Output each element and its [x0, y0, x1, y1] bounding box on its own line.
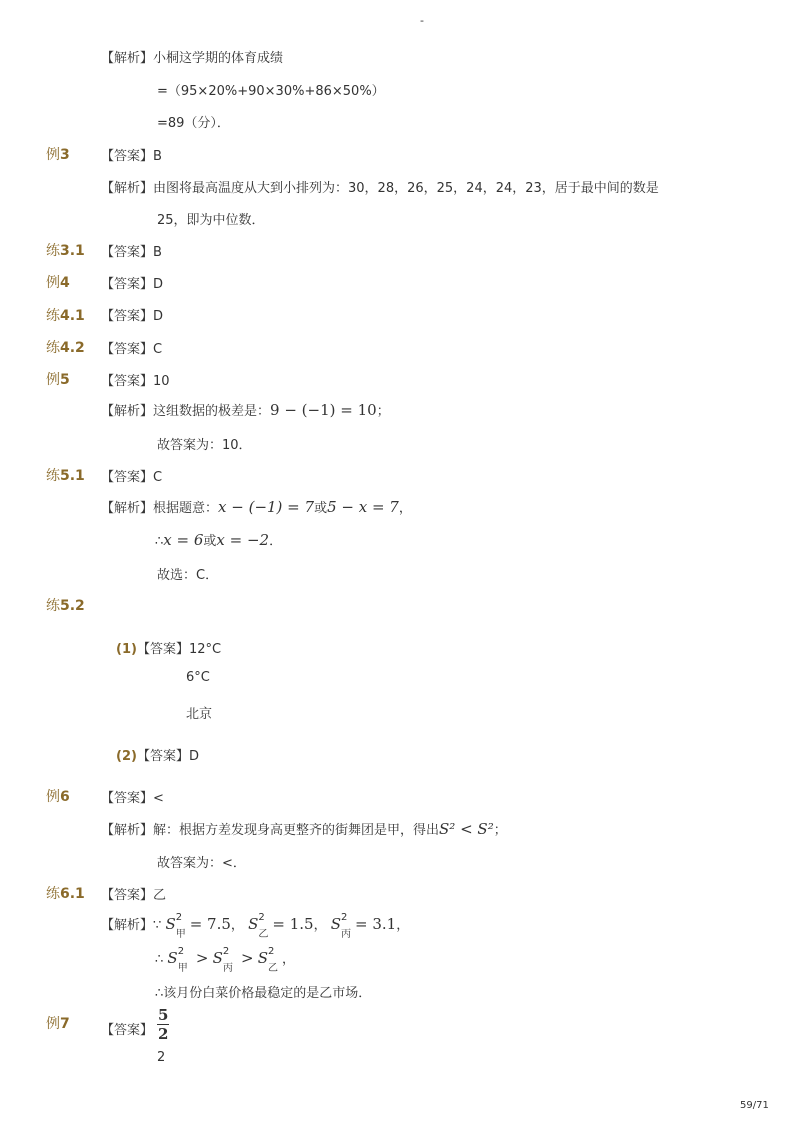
fraction: $\frac{5}{2}$	[157, 1006, 169, 1043]
practice-6-1-answer: 【答案】乙	[101, 888, 167, 903]
practice-5-1-analysis: 【解析】根据题意：x − (−1) = 7或5 − x = 7，	[101, 498, 412, 516]
practice-4-1-label: 练4.1	[46, 308, 85, 324]
practice-5-1-line2: ∴x = 6或x = −2．	[155, 531, 283, 549]
practice-4-1-answer: 【答案】D	[101, 309, 164, 324]
example-3-label: 例3	[46, 147, 70, 163]
practice-4-2-label: 练4.2	[46, 340, 85, 356]
example-3-analysis: 【解析】由图将最高温度从大到小排列为：30，28，26，25，24，24，23，居于最中间的数是	[101, 181, 659, 196]
example-3-analysis-line2: 25，即为中位数．	[157, 213, 265, 228]
math-expression: 5 − x = 7	[327, 498, 399, 516]
example-6-label: 例6	[46, 789, 70, 805]
example-5-answer: 【答案】10	[101, 374, 170, 389]
example-4-answer: 【答案】D	[101, 277, 164, 292]
example-4-label: 例4	[46, 275, 70, 291]
practice-5-2-label: 练5.2	[46, 598, 85, 614]
practice-5-1-line3: 故选：C．	[157, 568, 219, 583]
analysis-line: =（95×20%+90×30%+86×50%）	[157, 84, 385, 99]
example-6-analysis: 【解析】解：根据方差发现身高更整齐的街舞团是甲，得出S² < S²；	[101, 820, 507, 838]
practice-5-2-sub1-line2: 6°C	[186, 670, 210, 685]
analysis-line: =89（分）．	[157, 116, 230, 131]
example-7-label: 例7	[46, 1016, 70, 1032]
analysis-tag: 【解析】	[101, 51, 154, 66]
sub1-answer: 12°C	[188, 642, 222, 657]
math-expression: x − (−1) = 7	[218, 498, 315, 516]
example-6-line2: 故答案为：<．	[157, 856, 246, 871]
practice-5-2-sub2: (2)【答案】D	[116, 749, 199, 764]
practice-4-2-answer: 【答案】C	[101, 342, 163, 357]
practice-5-2-sub1-line3: 北京	[186, 707, 213, 722]
example-5-analysis: 【解析】这组数据的极差是：9 − (−1) = 10；	[101, 401, 390, 419]
practice-6-1-line2: ∴ S 2 甲 > S 2 丙 > S 2 乙 ，	[155, 945, 295, 974]
page-number: 59/71	[740, 1100, 769, 1111]
practice-5-2-sub1: (1)【答案】12°C	[116, 642, 222, 657]
math-expression: 9 − (−1) = 10	[270, 401, 377, 419]
practice-6-1-line3: ∴该月份白菜价格最稳定的是乙市场．	[155, 986, 372, 1001]
practice-3-1-answer: 【答案】B	[101, 245, 162, 260]
example-7-answer: 【答案】 $\frac{5}{2}$	[101, 1006, 169, 1043]
practice-6-1-analysis: 【解析】∵ S 2 甲 = 7.5， S 2 乙 = 1.5， S 2 丙 = 3.1，	[101, 911, 410, 940]
example-6-answer: 【答案】<	[101, 791, 164, 806]
example-5-analysis-line2: 故答案为：10．	[157, 438, 252, 453]
analysis-text: 小桐这学期的体育成绩	[153, 51, 284, 66]
example-3-answer: 【答案】B	[101, 149, 162, 164]
example-5-label: 例5	[46, 372, 70, 388]
practice-5-1-label: 练5.1	[46, 468, 85, 484]
example-7-line2: 2	[157, 1050, 166, 1065]
header-mark: -	[420, 14, 424, 27]
math-expression: S² < S²	[439, 820, 494, 838]
practice-3-1-label: 练3.1	[46, 243, 85, 259]
practice-5-1-answer: 【答案】C	[101, 470, 163, 485]
practice-6-1-label: 练6.1	[46, 886, 85, 902]
analysis-block-1	[101, 47, 283, 66]
